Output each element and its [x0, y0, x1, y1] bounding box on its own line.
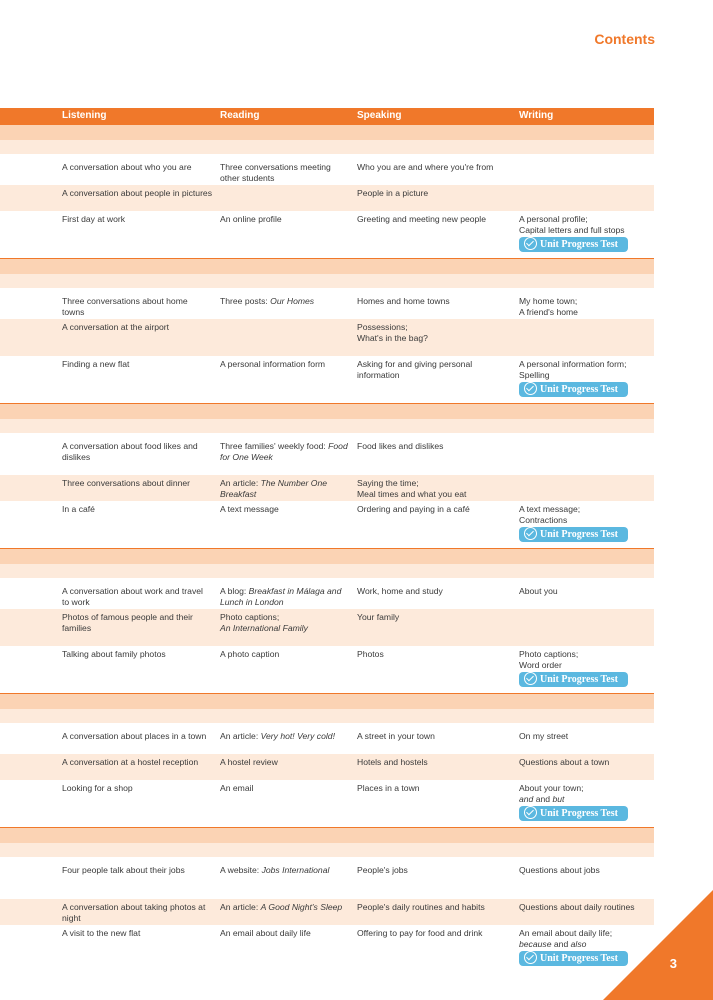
unit-progress-test-badge: [519, 382, 628, 397]
listening-cell: A conversation about places in a town: [62, 731, 207, 741]
unit-band: [0, 828, 654, 843]
reading-cell: Three posts: Our Homes: [220, 296, 315, 306]
table-row: [0, 899, 654, 925]
column-header-bar: [0, 108, 654, 125]
reading-cell: A blog: Breakfast in Málaga and Lunch in London: [220, 586, 342, 607]
writing-cell: Questions about daily routines: [519, 902, 635, 912]
table-row: [0, 475, 654, 501]
unit-subband: [0, 709, 654, 723]
table-row: [0, 609, 654, 646]
speaking-cell: Work, home and study: [357, 586, 443, 596]
unit-section: [0, 125, 654, 258]
speaking-cell: People in a picture: [357, 188, 429, 198]
contents-table: [0, 125, 654, 972]
check-circle-icon: [524, 672, 537, 685]
check-circle-icon: [524, 527, 537, 540]
table-row: [0, 438, 654, 475]
listening-cell: A conversation about people in pictures: [62, 188, 213, 198]
listening-cell: Photos of famous people and their families: [62, 612, 193, 633]
writing-cell: Photo captions; Word order: [519, 649, 579, 670]
reading-cell: A text message: [220, 504, 279, 514]
listening-cell: A conversation about food likes and dislikes: [62, 441, 198, 462]
writing-cell: Questions about jobs: [519, 865, 600, 875]
unit-band: [0, 694, 654, 709]
listening-cell: A conversation about who you are: [62, 162, 192, 172]
speaking-cell: People's jobs: [357, 865, 408, 875]
speaking-cell: Who you are and where you're from: [357, 162, 494, 172]
listening-cell: A conversation about taking photos at night: [62, 902, 206, 923]
reading-cell: Photo captions; An International Family: [220, 612, 308, 633]
table-row: [0, 925, 654, 972]
writing-cell: Questions about a town: [519, 757, 610, 767]
page-number: 3: [669, 956, 677, 971]
page-corner: [603, 890, 713, 1000]
listening-cell: A conversation at the airport: [62, 322, 170, 332]
listening-cell: Finding a new flat: [62, 359, 130, 369]
speaking-cell: Hotels and hostels: [357, 757, 428, 767]
upt-label: Unit Progress Test: [540, 953, 618, 964]
reading-cell: Three families' weekly food: Food for One Week: [220, 441, 348, 462]
speaking-cell: Possessions; What's in the bag?: [357, 322, 428, 343]
check-circle-icon: [524, 806, 537, 819]
speaking-cell: A street in your town: [357, 731, 435, 741]
table-row: [0, 862, 654, 899]
listening-cell: Four people talk about their jobs: [62, 865, 185, 875]
listening-cell: A visit to the new flat: [62, 928, 141, 938]
reading-cell: An article: A Good Night's Sleep: [220, 902, 343, 912]
writing-cell: A personal profile; Capital letters and full stops: [519, 214, 625, 235]
unit-progress-test-badge: [519, 672, 628, 687]
upt-label: Unit Progress Test: [540, 674, 618, 685]
unit-progress-test-badge: [519, 527, 628, 542]
header-listening: Listening: [62, 110, 107, 121]
reading-cell: Three conversations meeting other students: [220, 162, 331, 183]
speaking-cell: Greeting and meeting new people: [357, 214, 486, 224]
upt-label: Unit Progress Test: [540, 808, 618, 819]
unit-progress-test-badge: [519, 806, 628, 821]
header-writing: Writing: [519, 110, 554, 121]
upt-label: Unit Progress Test: [540, 239, 618, 250]
speaking-cell: Photos: [357, 649, 384, 659]
writing-cell: My home town; A friend's home: [519, 296, 578, 317]
table-row: [0, 356, 654, 403]
unit-subband: [0, 564, 654, 578]
reading-cell: A hostel review: [220, 757, 278, 767]
table-row: [0, 583, 654, 609]
table-row: [0, 211, 654, 258]
unit-subband: [0, 419, 654, 433]
check-circle-icon: [524, 951, 537, 964]
listening-cell: First day at work: [62, 214, 126, 224]
reading-cell: A website: Jobs International: [220, 865, 330, 875]
writing-cell: A personal information form; Spelling: [519, 359, 627, 380]
table-row: [0, 780, 654, 827]
writing-cell: About you: [519, 586, 558, 596]
unit-subband: [0, 140, 654, 154]
reading-cell: An email: [220, 783, 254, 793]
speaking-cell: Offering to pay for food and drink: [357, 928, 483, 938]
speaking-cell: Homes and home towns: [357, 296, 450, 306]
unit-section: [0, 548, 654, 693]
reading-cell: A photo caption: [220, 649, 280, 659]
upt-label: Unit Progress Test: [540, 529, 618, 540]
listening-cell: Three conversations about home towns: [62, 296, 188, 317]
unit-subband: [0, 843, 654, 857]
writing-cell: On my street: [519, 731, 569, 741]
unit-section: [0, 258, 654, 403]
table-row: [0, 728, 654, 754]
listening-cell: Talking about family photos: [62, 649, 166, 659]
check-circle-icon: [524, 382, 537, 395]
reading-cell: An article: The Number One Breakfast: [220, 478, 328, 499]
speaking-cell: Saying the time; Meal times and what you eat: [357, 478, 467, 499]
page-title: Contents: [594, 31, 655, 47]
speaking-cell: People's daily routines and habits: [357, 902, 485, 912]
table-row: [0, 754, 654, 780]
table-row: [0, 185, 654, 211]
speaking-cell: Your family: [357, 612, 400, 622]
listening-cell: A conversation about work and travel to work: [62, 586, 203, 607]
reading-cell: An email about daily life: [220, 928, 311, 938]
unit-band: [0, 259, 654, 274]
writing-cell: A text message; Contractions: [519, 504, 581, 525]
table-row: [0, 501, 654, 548]
unit-band: [0, 125, 654, 140]
reading-cell: An online profile: [220, 214, 282, 224]
listening-cell: Looking for a shop: [62, 783, 133, 793]
reading-cell: An article: Very hot! Very cold!: [220, 731, 335, 741]
upt-label: Unit Progress Test: [540, 384, 618, 395]
table-row: [0, 646, 654, 693]
unit-band: [0, 549, 654, 564]
unit-section: [0, 693, 654, 827]
speaking-cell: Ordering and paying in a café: [357, 504, 470, 514]
speaking-cell: Asking for and giving personal information: [357, 359, 473, 380]
listening-cell: Three conversations about dinner: [62, 478, 191, 488]
header-reading: Reading: [220, 110, 260, 121]
table-row: [0, 319, 654, 356]
unit-progress-test-badge: [519, 237, 628, 252]
unit-section: [0, 403, 654, 548]
header-speaking: Speaking: [357, 110, 402, 121]
unit-subband: [0, 274, 654, 288]
check-circle-icon: [524, 237, 537, 250]
unit-band: [0, 404, 654, 419]
listening-cell: In a café: [62, 504, 95, 514]
speaking-cell: Food likes and dislikes: [357, 441, 444, 451]
writing-cell: An email about daily life; because and also: [519, 928, 613, 949]
reading-cell: A personal information form: [220, 359, 326, 369]
speaking-cell: Places in a town: [357, 783, 420, 793]
writing-cell: About your town; and and but: [519, 783, 584, 804]
unit-section: [0, 827, 654, 972]
table-row: [0, 159, 654, 185]
listening-cell: A conversation at a hostel reception: [62, 757, 199, 767]
table-row: [0, 293, 654, 319]
